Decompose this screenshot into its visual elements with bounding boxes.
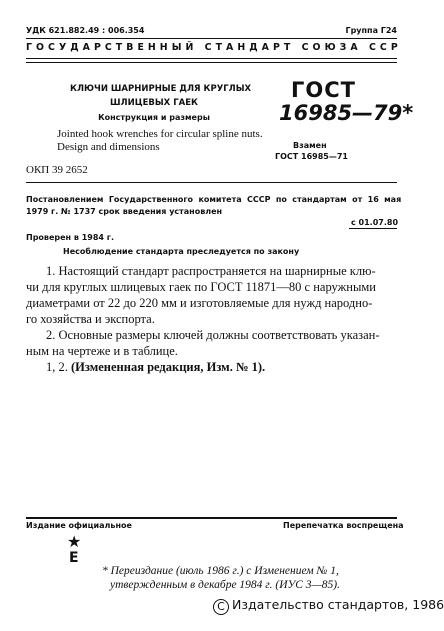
gost-number: 16985—79* — [279, 101, 414, 125]
gost-label: ГОСТ — [291, 78, 356, 102]
amendment-items: 1, 2. — [46, 360, 68, 374]
subtitle: Конструкция и размеры — [98, 113, 210, 122]
copyright — [213, 597, 444, 615]
paragraph-1-line-2: чи для круглых шлицевых гаек по ГОСТ 11871—80 с наружными — [26, 280, 376, 294]
okp-rule — [26, 182, 397, 183]
paragraph-2-line-2: ным на чертеже и в таблице. — [26, 344, 178, 358]
okp-code: ОКП 39 2652 — [26, 164, 88, 176]
header-rule-middle — [26, 58, 397, 59]
paragraph-1-line-3: диаметрами от 22 до 220 мм и изготовляемые для нужд народно- — [26, 296, 373, 310]
amendment-text: (Измененная редакция, Изм. № 1). — [71, 360, 266, 374]
paragraph-1-line-4: го хозяйства и экспорта. — [26, 312, 155, 326]
checked-year: Проверен в 1984 г. — [26, 233, 114, 242]
copyright-text: Издательство стандартов, 1986 — [232, 597, 444, 612]
header-rule-bottom — [26, 62, 397, 63]
reissue-note-line-1: * Переиздание (июль 1986 г.) с Изменением № 1, — [102, 565, 339, 577]
copyright-icon: C — [213, 599, 229, 615]
star-icon: ★ — [67, 532, 82, 551]
title-line-2: ШЛИЦЕВЫХ ГАЕК — [110, 98, 198, 108]
decree-line-2: 1979 г. № 1737 срок введения установлен — [26, 207, 223, 216]
decree-line-1: Постановлением Государственного комитета СССР по стандартам от 16 мая — [26, 195, 402, 204]
footer-rule — [26, 517, 397, 519]
reprint-prohibited-label: Перепечатка воспрещена — [283, 521, 404, 530]
paragraph-2-line-1: 2. Основные размеры ключей должны соответствовать указан- — [46, 328, 380, 342]
official-edition-label: Издание официальное — [26, 521, 132, 530]
english-title-line-1: Jointed hook wrenches for circular spline nuts. — [57, 128, 263, 140]
paragraph-1-line-1: 1. Настоящий стандарт распространяется на шарнирные клю- — [46, 264, 376, 278]
title-line-1: КЛЮЧИ ШАРНИРНЫЕ ДЛЯ КРУГЛЫХ — [70, 84, 252, 94]
replaces-label: Взамен — [293, 141, 327, 150]
decree-date-rule — [349, 228, 397, 229]
amendment-note — [46, 360, 265, 375]
legal-notice: Несоблюдение стандарта преследуется по закону — [63, 247, 300, 256]
group-code: Группа Г24 — [345, 26, 397, 35]
decree-date: с 01.07.80 — [351, 218, 399, 227]
e-mark: Е — [69, 550, 79, 566]
replaces-number: ГОСТ 16985—71 — [275, 152, 348, 161]
udk-code: УДК 621.882.49 : 006.354 — [26, 26, 145, 35]
state-standard-banner: ГОСУДАРСТВЕННЫЙ СТАНДАРТ СОЮЗА ССР — [26, 42, 402, 53]
english-title-line-2: Design and dimensions — [57, 141, 160, 153]
reissue-note-line-2: утвержденным в декабре 1984 г. (ИУС 3—85). — [110, 579, 340, 591]
header-rule-top — [26, 38, 397, 39]
